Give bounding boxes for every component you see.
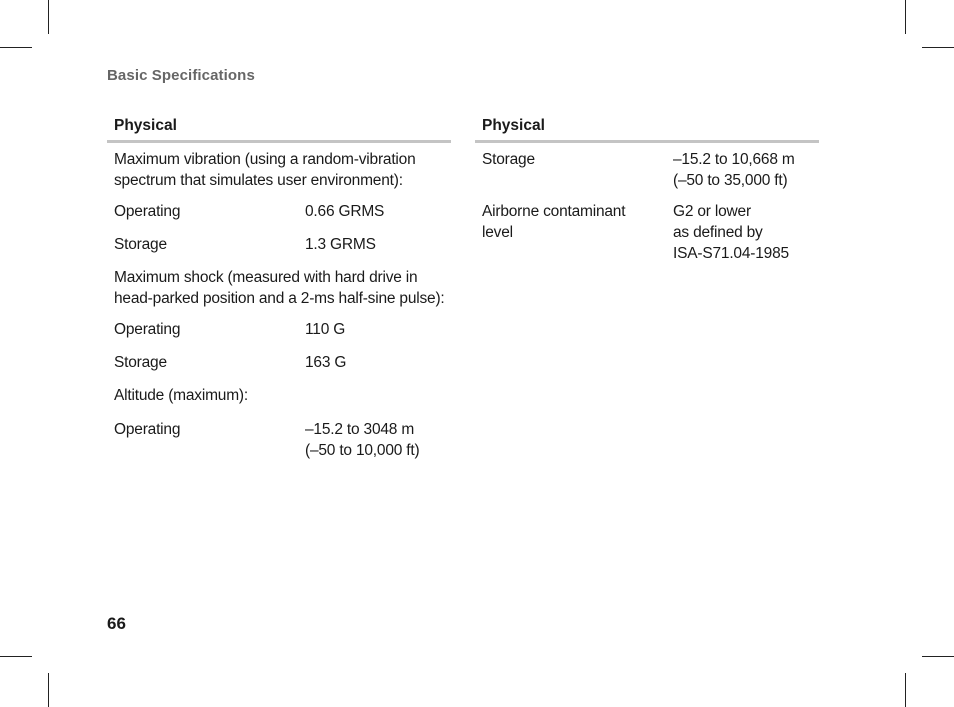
row-label: Storage [114, 354, 167, 371]
row-label: Operating [114, 321, 181, 338]
airborne-contaminant-row [475, 201, 819, 264]
physical-spec-table-right [475, 116, 819, 264]
vibration-intro-row [107, 149, 451, 191]
altitude-operating-row [107, 419, 451, 461]
table-heading: Physical [475, 116, 819, 143]
value-line: –15.2 to 10,668 m [673, 151, 795, 168]
value-line: ISA-S71.04-1985 [673, 245, 789, 262]
value-line: as defined by [673, 224, 763, 241]
altitude-intro-row [107, 385, 451, 406]
row-value [673, 201, 819, 264]
crop-mark [0, 47, 32, 48]
value-line: G2 or lower [673, 203, 751, 220]
physical-spec-table-left [107, 116, 451, 461]
row-value: 110 G [305, 321, 346, 338]
crop-mark [922, 47, 954, 48]
crop-mark [48, 673, 49, 707]
label-line: level [482, 224, 513, 241]
value-line: (–50 to 10,000 ft) [305, 442, 420, 459]
row-label: Operating [114, 203, 181, 220]
table-heading: Physical [107, 116, 451, 143]
shock-storage-row [107, 352, 451, 373]
label-line: Airborne contaminant [482, 203, 626, 220]
row-label: Storage [482, 151, 535, 168]
row-label [475, 201, 673, 264]
vibration-intro: Maximum vibration (using a random-vibration spectrum that simulates user environment): [114, 151, 416, 189]
crop-mark [48, 0, 49, 34]
value-line: –15.2 to 3048 m [305, 421, 415, 438]
altitude-intro: Altitude (maximum): [114, 387, 249, 404]
crop-mark [905, 673, 906, 707]
row-value: 1.3 GRMS [305, 236, 376, 253]
row-value [673, 149, 819, 191]
shock-operating-row [107, 319, 451, 340]
page-number: 66 [107, 614, 126, 633]
crop-mark [0, 656, 32, 657]
crop-mark [922, 656, 954, 657]
row-value: 163 G [305, 354, 347, 371]
vibration-operating-row [107, 201, 451, 222]
row-value [305, 419, 451, 461]
section-header: Basic Specifications [107, 67, 255, 84]
shock-intro: Maximum shock (measured with hard drive in head-parked position and a 2-ms half-sine pulse): [114, 269, 445, 307]
vibration-storage-row [107, 234, 451, 255]
row-label: Storage [114, 236, 167, 253]
crop-mark [905, 0, 906, 34]
value-line: (–50 to 35,000 ft) [673, 172, 788, 189]
storage-row [475, 149, 819, 191]
shock-intro-row [107, 267, 451, 309]
row-label: Operating [114, 421, 181, 438]
row-value: 0.66 GRMS [305, 203, 385, 220]
